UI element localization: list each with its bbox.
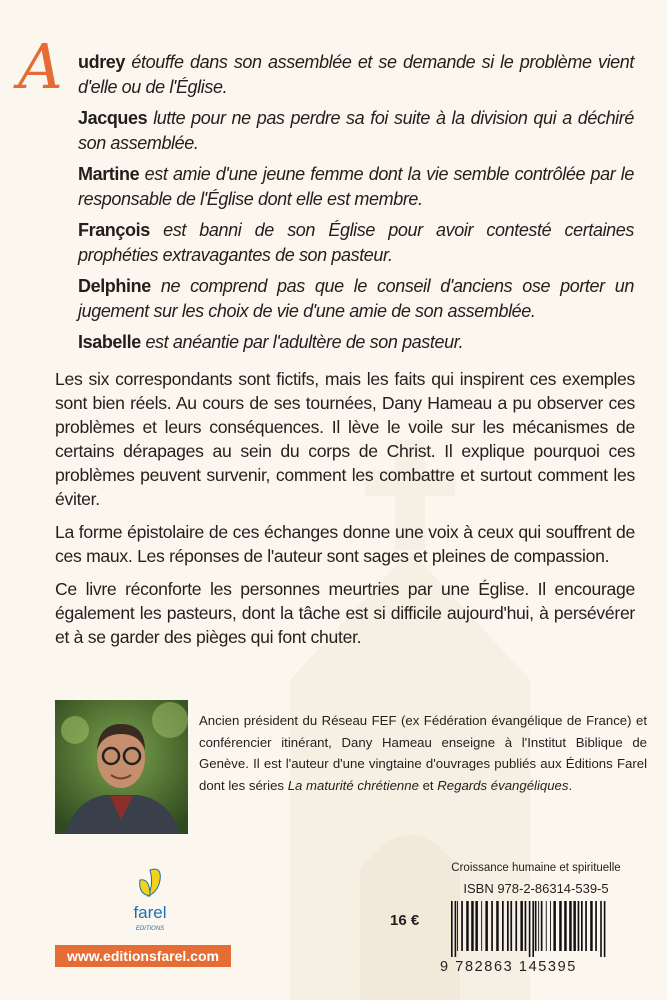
paragraph: Ce livre réconforte les personnes meurtries par une Église. Il encourage également les pasteurs, dont la tâche est si difficile aujourd'hui, à persévérer et à se garder des pièges qui font chuter.: [55, 579, 635, 647]
bio-text: et: [418, 777, 438, 793]
barcode-bar: [502, 901, 504, 951]
barcode-bar: [451, 901, 453, 957]
barcode-bar: [496, 901, 499, 951]
author-photo: [55, 700, 188, 834]
barcode-bar: [507, 901, 509, 951]
series-title: Regards évangéliques: [437, 777, 569, 793]
isbn: ISBN 978-2-86314-539-5: [463, 881, 609, 896]
character-name: François: [78, 220, 150, 240]
barcode-bar: [485, 901, 488, 951]
logo-text: farel: [133, 903, 167, 922]
main-text: [0, 50, 667, 658]
drop-cap: A: [18, 30, 63, 103]
barcode-digits: 9 782863 145395: [440, 959, 577, 975]
bio-text: Ancien président du Réseau FEF (ex Fédération évangélique de France) et conférencier itinérant, Dany Hameau enseigne à l'Institut Biblique de Genève. Il est l'auteur d'une vingtaine d'ouvrages publiés aux Éditions Farel dont les séries: [199, 713, 647, 793]
barcode-bar: [573, 901, 576, 951]
barcode-bar: [525, 901, 527, 951]
barcode-bar: [471, 901, 474, 951]
character-name: Delphine: [78, 276, 151, 296]
barcode-bar: [475, 901, 478, 951]
character-name: Martine: [78, 164, 140, 184]
blurb: [55, 367, 635, 649]
author-bio: [199, 710, 647, 796]
barcode-bar: [553, 901, 556, 951]
bio-text: .: [568, 777, 573, 793]
list-item: [78, 106, 634, 156]
character-text: est anéantie par l'adultère de son pasteur.: [140, 332, 464, 352]
barcode-bar: [461, 901, 463, 951]
barcode-bar: [541, 901, 543, 951]
series-title: La maturité chrétienne: [287, 777, 419, 793]
barcode-bar: [510, 901, 512, 951]
barcode-bar: [455, 901, 457, 957]
farel-logo: [128, 866, 172, 938]
barcode-bar: [550, 901, 551, 951]
price: 16 €: [390, 912, 420, 929]
barcode-bar: [546, 901, 547, 951]
barcode-bar: [590, 901, 593, 951]
barcode-bar: [535, 901, 537, 951]
paragraph: La forme épistolaire de ces échanges donne une voix à ceux qui souffrent de ces maux. Les réponses de l'auteur sont sages et pleines de compassion.: [55, 522, 635, 566]
character-list: [78, 50, 634, 355]
barcode-bar: [604, 901, 606, 957]
character-text: ne comprend pas que le conseil d'anciens ose porter un jugement sur les choix de vie d'une amie de son assemblée.: [78, 276, 634, 321]
barcode-bar: [515, 901, 517, 951]
series-label: Croissance humaine et spirituelle: [451, 862, 621, 874]
barcode-bar: [457, 901, 458, 951]
barcode-bar: [520, 901, 523, 951]
character-name: Isabelle: [78, 332, 141, 352]
character-text: étouffe dans son assemblée et se demande si le problème vient d'elle ou de l'Église.: [78, 52, 634, 97]
character-text: est amie d'une jeune femme dont la vie semble contrôlée par le responsable de l'Église dont elle est membre.: [78, 164, 634, 209]
barcode-bar: [532, 901, 534, 957]
list-item: [78, 162, 634, 212]
barcode-bar: [585, 901, 587, 951]
barcode-bar: [481, 901, 482, 951]
character-name: udrey: [78, 52, 126, 72]
logo-subtext: EDITIONS: [135, 926, 165, 932]
barcode-bar: [466, 901, 469, 951]
barcode-bar: [600, 901, 602, 957]
barcode-bar: [581, 901, 583, 951]
list-item: [78, 330, 634, 355]
list-item: [78, 50, 634, 100]
barcode-bar: [538, 901, 539, 951]
barcode-bar: [578, 901, 580, 951]
list-item: [78, 218, 634, 268]
barcode-bar: [491, 901, 493, 951]
barcode-bar: [595, 901, 597, 951]
barcode: [443, 901, 628, 957]
character-text: est banni de son Église pour avoir contesté certaines prophéties extravagantes de son pasteur.: [78, 220, 634, 265]
barcode-bar: [569, 901, 572, 951]
publisher-url-link[interactable]: www.editionsfarel.com: [55, 945, 231, 967]
list-item: [78, 274, 634, 324]
barcode-bar: [559, 901, 562, 951]
character-text: lutte pour ne pas perdre sa foi suite à la division qui a déchiré son assemblée.: [78, 108, 634, 153]
barcode-bar: [529, 901, 531, 957]
barcode-bar: [564, 901, 567, 951]
paragraph: Les six correspondants sont fictifs, mais les faits qui inspirent ces exemples sont bien réels. Au cours de ses tournées, Dany Hameau a pu observer ces problèmes et leurs conséquences. Il lève le voile sur les mécanismes de certains dérapages au sein du corps de Christ. Il explique pourquoi ces problèmes peuvent survenir, comment les combattre et surtout comment les éviter.: [55, 369, 635, 509]
character-name: Jacques: [78, 108, 148, 128]
